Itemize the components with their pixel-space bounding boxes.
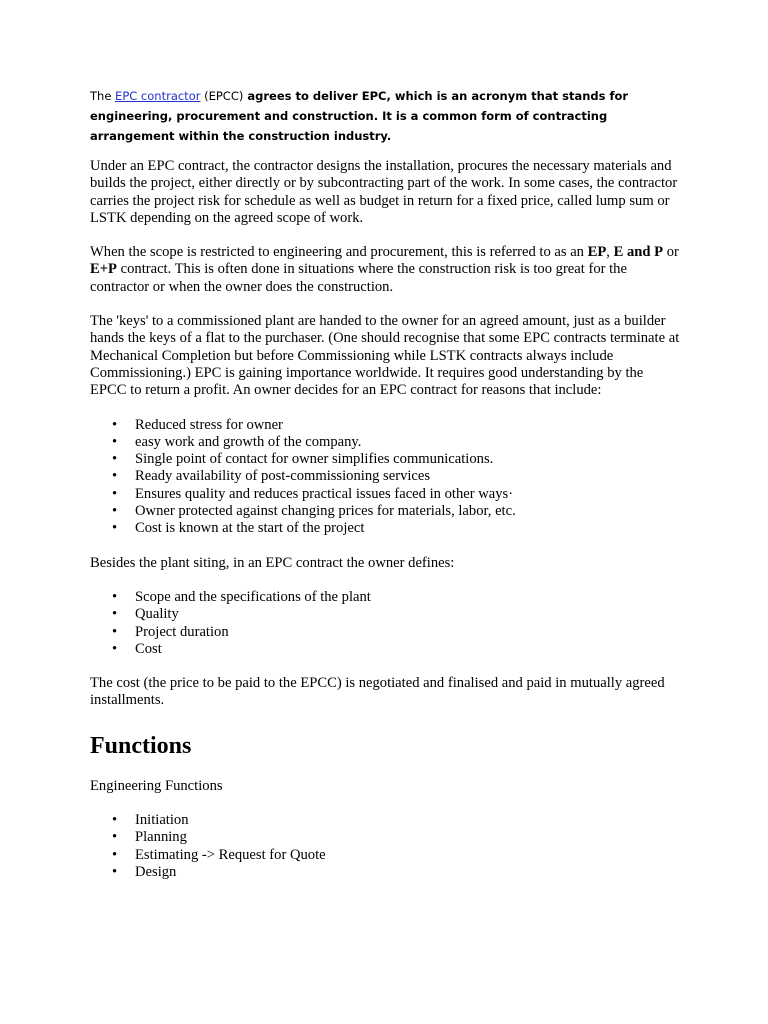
bullet-icon: •: [112, 812, 118, 829]
bullet-icon: •: [112, 588, 118, 605]
bullet-icon: •: [112, 503, 118, 520]
list-item-text: Planning: [135, 829, 187, 846]
term-e-plus-p: E+P: [90, 261, 117, 278]
bullet-icon: •: [112, 640, 118, 657]
list-item: [90, 589, 680, 606]
bullet-icon: •: [112, 606, 118, 623]
list-item-text: Cost is known at the start of the project: [135, 520, 365, 537]
list-item: [90, 812, 680, 829]
intro-paragraph: [90, 86, 680, 146]
list-item: [90, 641, 680, 658]
list-item-text: Scope and the specifications of the plant: [135, 588, 371, 605]
engineering-functions-list: [90, 812, 680, 881]
epc-contractor-link[interactable]: EPC contractor: [115, 89, 201, 103]
paragraph-owner-defines: Besides the plant siting, in an EPC contract the owner defines:: [90, 554, 455, 571]
list-item-text: Reduced stress for owner: [135, 416, 283, 433]
document-page: [90, 86, 680, 898]
paragraph-scope: [90, 244, 680, 296]
list-item-text: Quality: [135, 606, 179, 623]
bullet-icon: •: [112, 863, 118, 880]
list-item: [90, 503, 680, 520]
list-item: [90, 847, 680, 864]
list-item: [90, 829, 680, 846]
intro-paren: (EPCC): [200, 89, 244, 103]
bullet-icon: •: [112, 416, 118, 433]
intro-lead: The: [90, 89, 116, 103]
list-item-text: Initiation: [135, 812, 189, 829]
scope-text-after: contract. This is often done in situations where the construction risk is too great for the contractor or when the owner does the construction.: [90, 261, 627, 295]
bullet-icon: •: [112, 829, 118, 846]
functions-heading: Functions: [90, 732, 192, 759]
scope-or: or: [663, 244, 679, 261]
paragraph-keys: The 'keys' to a commissioned plant are handed to the owner for an agreed amount, just as a builder hands the keys of a flat to the purchaser. (One should recognise that some EPC contracts terminate at Mechanical Completion but before Commissioning while LSTK contracts always include Commissioning.) EPC is gaining importance worldwide. It requires good understanding by the EPCC to return a profit. An owner decides for an EPC contract for reasons that include:: [90, 313, 680, 399]
list-item-text: Single point of contact for owner simplifies communications.: [135, 451, 494, 468]
paragraph-epc-contract: Under an EPC contract, the contractor designs the installation, procures the necessary materials and builds the project, either directly or by subcontracting part of the work. In some cases, the contractor carries the project risk for schedule as well as budget in return for a fixed price, called lump sum or LSTK depending on the agreed scope of work.: [90, 158, 678, 226]
list-item-text: Ready availability of post-commissioning services: [135, 468, 431, 485]
list-item-text: Cost: [135, 640, 162, 657]
intro-rest: agrees to deliver EPC, which is an acronym that stands for engineering, procurement and construction. It is a common form of contracting arrangement within the construction industry.: [90, 89, 629, 143]
bullet-icon: •: [112, 846, 118, 863]
list-item: [90, 417, 680, 434]
list-item-text: Project duration: [135, 623, 229, 640]
list-item: [90, 864, 680, 881]
term-e-and-p: E and P: [613, 244, 664, 261]
bullet-icon: •: [112, 623, 118, 640]
bullet-icon: •: [112, 468, 118, 485]
engineering-functions-label: Engineering Functions: [90, 777, 223, 794]
list-item-text: easy work and growth of the company.: [135, 433, 362, 450]
owner-defines-list: [90, 589, 680, 658]
list-item: [90, 520, 680, 537]
list-item: [90, 624, 680, 641]
scope-text-before: When the scope is restricted to engineering and procurement, this is referred to as an: [90, 244, 588, 261]
bullet-icon: •: [112, 485, 118, 502]
list-item: [90, 451, 680, 468]
list-item-text: Owner protected against changing prices for materials, labor, etc.: [135, 503, 516, 520]
bullet-icon: •: [112, 520, 118, 537]
bullet-icon: •: [112, 451, 118, 468]
reasons-list: [90, 417, 680, 538]
list-item: [90, 606, 680, 623]
scope-comma: ,: [606, 244, 614, 261]
paragraph-cost: The cost (the price to be paid to the EPCC) is negotiated and finalised and paid in mutually agreed installments.: [90, 675, 665, 709]
list-item-text: Estimating -> Request for Quote: [135, 846, 326, 863]
term-ep: EP: [587, 244, 607, 261]
list-item: [90, 434, 680, 451]
list-item-text: Ensures quality and reduces practical issues faced in other ways·: [135, 485, 514, 502]
bullet-icon: •: [112, 433, 118, 450]
list-item: [90, 486, 680, 503]
list-item: [90, 468, 680, 485]
list-item-text: Design: [135, 863, 177, 880]
